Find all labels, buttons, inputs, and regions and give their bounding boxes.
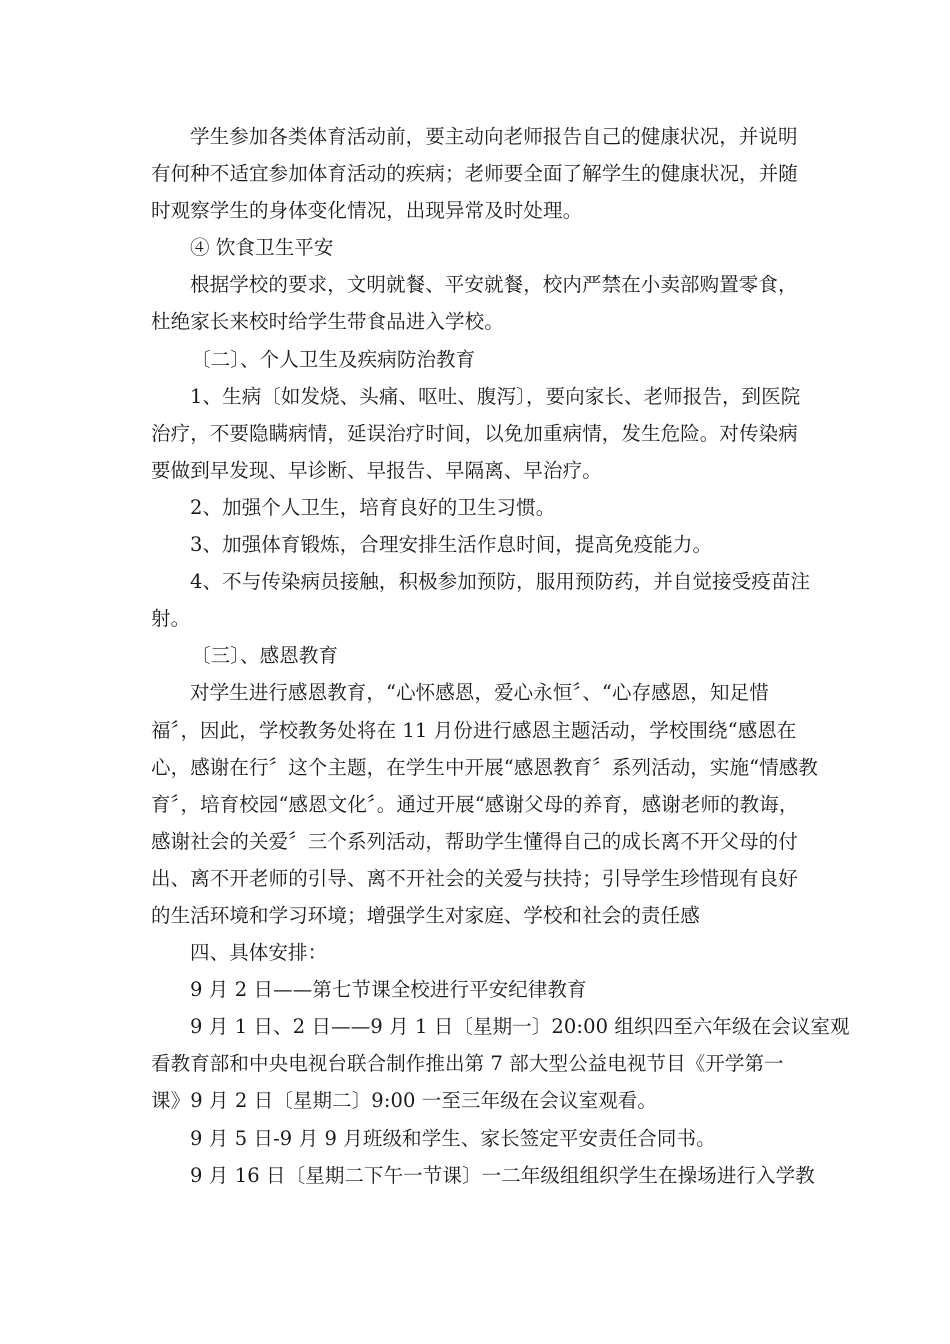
paragraph-line: 时观察学生的身体变化情况，出现异常及时处理。 [151, 199, 583, 223]
paragraph-line: 育〞，培育校园“感恩文化〞。通过开展“感谢父母的养育，感谢老师的教诲， [151, 792, 799, 816]
paragraph-line: 福〞，因此，学校教务处将在 11 月份进行感恩主题活动，学校围绕“感恩在 [151, 718, 797, 742]
paragraph-line: 射。 [151, 607, 191, 631]
paragraph-line: 的生活环境和学习环境；增强学生对家庭、学校和社会的责任感 [151, 903, 700, 927]
paragraph-line: 出、离不开老师的引导、离不开社会的关爱与扶持；引导学生珍惜现有良好 [151, 866, 798, 890]
paragraph-line: 9 月 2 日——第七节课全校进行平安纪律教育 [190, 978, 587, 1002]
paragraph-line: 9 月 16 日〔星期二下午一节课〕一二年级组组织学生在操场进行入学教 [190, 1163, 815, 1187]
paragraph-line: 对学生进行感恩教育，“心怀感恩，爱心永恒〞、“心存感恩，知足惜 [190, 681, 769, 705]
section-heading: 〔三〕、感恩教育 [191, 644, 339, 668]
paragraph-line: 4、不与传染病员接触，积极参加预防，服用预防药，并自觉接受疫苗注 [190, 570, 811, 594]
paragraph-line: 杜绝家长来校时给学生带食品进入学校。 [151, 310, 504, 334]
paragraph-line: 根据学校的要求，文明就餐、平安就餐，校内严禁在小卖部购置零食， [190, 273, 798, 297]
paragraph-line: 2、加强个人卫生，培育良好的卫生习惯。 [190, 495, 556, 519]
paragraph-line: 9 月 5 日-9 月 9 月班级和学生、家长签定平安责任合同书。 [190, 1126, 716, 1150]
paragraph-line: 感谢社会的关爱〞三个系列活动，帮助学生懂得自己的成长离不开父母的付 [151, 829, 798, 853]
paragraph-line: 要做到早发现、早诊断、早报告、早隔离、早治疗。 [151, 458, 602, 482]
section-heading: 〔二〕、个人卫生及疾病防治教育 [191, 347, 476, 371]
paragraph-line: 心，感谢在行〞这个主题，在学生中开展“感恩教育〞系列活动，实施“情感教 [151, 755, 818, 779]
paragraph-line: 学生参加各类体育活动前，要主动向老师报告自己的健康状况，并说明 [190, 125, 798, 148]
section-heading: 四、具体安排： [190, 941, 328, 965]
paragraph-line: 治疗，不要隐瞒病情，延误治疗时间，以免加重病情，发生危险。对传染病 [151, 421, 798, 445]
section-heading: ④ 饮食卫生平安 [190, 236, 334, 260]
paragraph-line: 1、生病〔如发烧、头痛、呕吐、腹泻〕，要向家长、老师报告，到医院 [190, 384, 801, 408]
paragraph-line: 看教育部和中央电视台联合制作推出第 7 部大型公益电视节目《开学第一 [151, 1052, 784, 1076]
paragraph-line: 3、加强体育锻炼，合理安排生活作息时间，提高免疫能力。 [190, 533, 713, 557]
paragraph-line: 9 月 1 日、2 日——9 月 1 日〔星期一〕20:00 组织四至六年级在会议室观 [190, 1015, 850, 1039]
document-page [151, 118, 850, 1194]
paragraph-line: 有何种不适宜参加体育活动的疾病；老师要全面了解学生的健康状况，并随 [151, 162, 798, 186]
paragraph-line: 课》9 月 2 日〔星期二〕9:00 一至三年级在会议室观看。 [151, 1089, 657, 1113]
